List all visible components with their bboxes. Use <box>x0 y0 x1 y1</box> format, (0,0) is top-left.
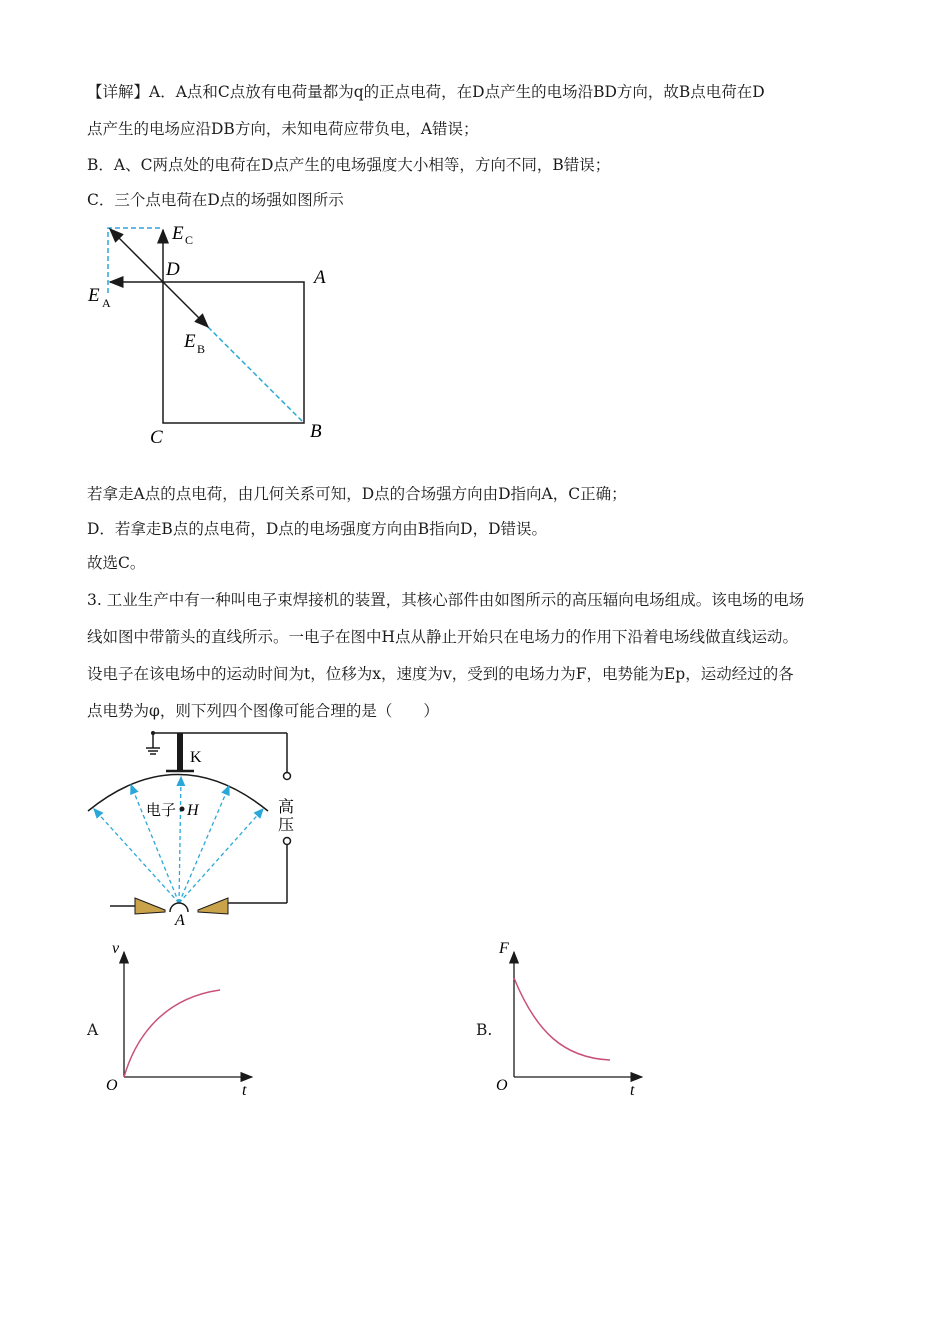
label-a-anode: A <box>175 912 185 928</box>
cathode-arc <box>88 775 268 812</box>
question-line-2: 线如图中带箭头的直线所示。一电子在图中H点从静止开始只在电场力的作用下沿着电场线做直线运动。 <box>87 628 799 646</box>
anode-a <box>170 903 188 912</box>
field-line <box>179 777 181 903</box>
electron-beam-welder-diagram <box>80 728 320 928</box>
resultant-arrow <box>110 229 163 282</box>
field-vector-diagram <box>80 215 340 455</box>
label-d: D <box>166 259 180 280</box>
eb-arrow <box>163 282 208 327</box>
analysis-line-6: D．若拿走B点的点电荷，D点的电场强度方向由B指向D，D错误。 <box>87 520 547 538</box>
x-label: t <box>630 1082 635 1099</box>
label-c: C <box>150 427 163 448</box>
label-electron: 电子 <box>146 803 177 819</box>
label-k: K <box>190 749 202 766</box>
terminal-bottom <box>284 838 291 845</box>
electron-h-dot <box>180 807 185 812</box>
origin-label: O <box>496 1077 508 1094</box>
field-line <box>179 809 263 903</box>
field-line <box>94 809 179 903</box>
v-t-curve <box>124 990 220 1077</box>
terminal-top <box>284 773 291 780</box>
option-a-graph <box>100 940 270 1105</box>
analysis-line-3: B．A、C两点处的电荷在D点产生的电场强度大小相等，方向不同，B错误； <box>87 156 611 174</box>
label-hv-1: 高 <box>278 799 295 816</box>
anode-left <box>135 898 165 914</box>
label-ec-sub: C <box>185 233 194 247</box>
option-b-letter: B. <box>476 1021 493 1039</box>
analysis-line-1: 【详解】A．A点和C点放有电荷量都为q的正点电荷，在D点产生的电场沿BD方向，故B点电荷在D <box>87 83 765 101</box>
question-line-4: 点电势为φ，则下列四个图像可能合理的是（ ） <box>87 702 439 720</box>
y-label: F <box>499 940 509 957</box>
option-a-letter: A <box>87 1021 99 1039</box>
analysis-line-4: C．三个点电荷在D点的场强如图所示 <box>87 191 344 209</box>
origin-label: O <box>106 1077 118 1094</box>
option-b-graph <box>490 940 660 1105</box>
label-ea-sub: A <box>102 296 111 310</box>
f-t-curve <box>514 978 610 1060</box>
label-b: B <box>310 421 322 442</box>
label-ec: E <box>172 223 184 244</box>
analysis-line-7: 故选C。 <box>87 554 146 572</box>
analysis-line-5: 若拿走A点的点电荷，由几何关系可知，D点的合场强方向由D指向A，C正确； <box>87 485 627 503</box>
label-ea: E <box>88 285 100 306</box>
label-a: A <box>314 267 326 288</box>
question-line-1: 3. 工业生产中有一种叫电子束焊接机的装置，其核心部件由如图所示的高压辐向电场组成。该电场的电场 <box>87 591 805 609</box>
label-eb-sub: B <box>197 342 206 356</box>
cathode-k <box>177 733 183 771</box>
question-line-3: 设电子在该电场中的运动时间为t，位移为x，速度为v，受到的电场力为F，电势能为Ep，运动经过的各 <box>87 665 794 683</box>
label-eb: E <box>184 331 196 352</box>
diagonal-db-dashed <box>208 327 304 423</box>
anode-right <box>198 898 228 914</box>
analysis-line-2: 点产生的电场应沿DB方向，未知电荷应带负电，A错误； <box>87 120 479 138</box>
label-hv-2: 压 <box>278 817 295 834</box>
parallelogram-dashed <box>108 228 163 293</box>
y-label: v <box>112 940 120 957</box>
x-label: t <box>242 1082 247 1099</box>
label-h: H <box>187 802 199 819</box>
